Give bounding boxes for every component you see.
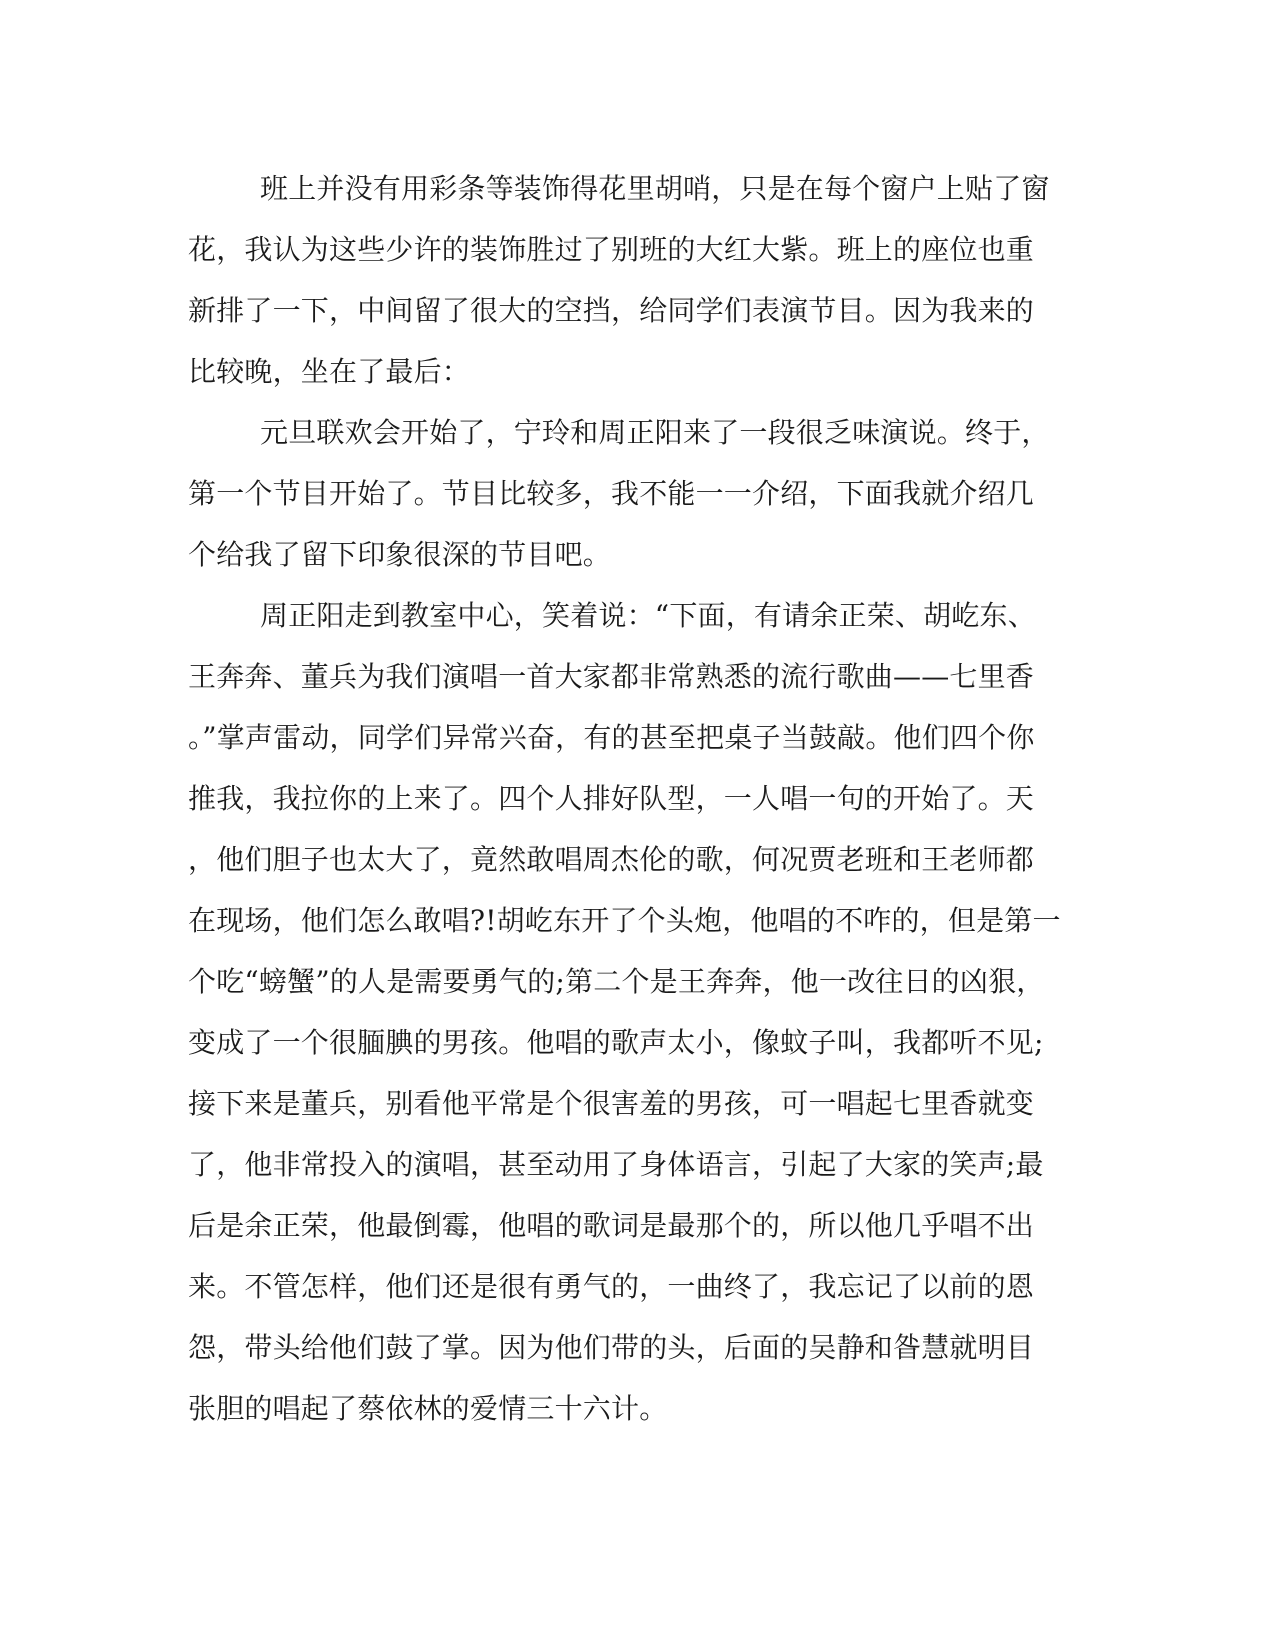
text-line (188, 1439, 1070, 1500)
document-page (188, 158, 1070, 1500)
text-line: 个给我了留下印象很深的节目吧。 (188, 538, 612, 571)
text-line: 个吃“螃蟹”的人是需要勇气的;第二个是王奔奔，他一改往日的凶狠， (188, 965, 1045, 998)
text-line: 怨，带头给他们鼓了掌。因为他们带的头，后面的吴静和昝慧就明目 (188, 1331, 1035, 1364)
text-line: 张胆的唱起了蔡依林的爱情三十六计。 (188, 1392, 668, 1425)
text-line: 花，我认为这些少许的装饰胜过了别班的大红大紫。班上的座位也重 (188, 233, 1035, 266)
text-line: 王奔奔、董兵为我们演唱一首大家都非常熟悉的流行歌曲——七里香 (188, 660, 1035, 693)
paragraph-1 (188, 158, 1070, 402)
text-line: 在现场，他们怎么敢唱?!胡屹东开了个头炮，他唱的不咋的，但是第一 (188, 904, 1061, 937)
text-line: 后是余正荣，他最倒霉，他唱的歌词是最那个的，所以他几乎唱不出 (188, 1209, 1035, 1242)
text-line: 第一个节目开始了。节目比较多，我不能一一介绍，下面我就介绍几 (188, 477, 1035, 510)
text-line: 。”掌声雷动，同学们异常兴奋，有的甚至把桌子当鼓敲。他们四个你 (188, 721, 1035, 754)
text-line: 变成了一个很腼腆的男孩。他唱的歌声太小，像蚊子叫，我都听不见; (188, 1026, 1044, 1059)
text-line: 来。不管怎样，他们还是很有勇气的，一曲终了，我忘记了以前的恩 (188, 1270, 1035, 1303)
text-line: 接下来是董兵，别看他平常是个很害羞的男孩，可一唱起七里香就变 (188, 1087, 1035, 1120)
text-line: 比较晚，坐在了最后： (188, 355, 471, 388)
paragraph-3 (188, 585, 1070, 1500)
text-line: 元旦联欢会开始了，宁玲和周正阳来了一段很乏味演说。终于， (260, 416, 1050, 449)
text-line: 班上并没有用彩条等装饰得花里胡哨，只是在每个窗户上贴了窗 (260, 172, 1050, 205)
text-line: ，他们胆子也太大了，竟然敢唱周杰伦的歌，何况贾老班和王老师都 (188, 843, 1035, 876)
paragraph-2 (188, 402, 1070, 585)
text-line: 周正阳走到教室中心，笑着说：“下面，有请余正荣、胡屹东、 (260, 599, 1036, 632)
text-line: 新排了一下，中间留了很大的空挡，给同学们表演节目。因为我来的 (188, 294, 1035, 327)
text-line: 推我，我拉你的上来了。四个人排好队型，一人唱一句的开始了。天 (188, 782, 1035, 815)
text-line: 了，他非常投入的演唱，甚至动用了身体语言，引起了大家的笑声;最 (188, 1148, 1044, 1181)
